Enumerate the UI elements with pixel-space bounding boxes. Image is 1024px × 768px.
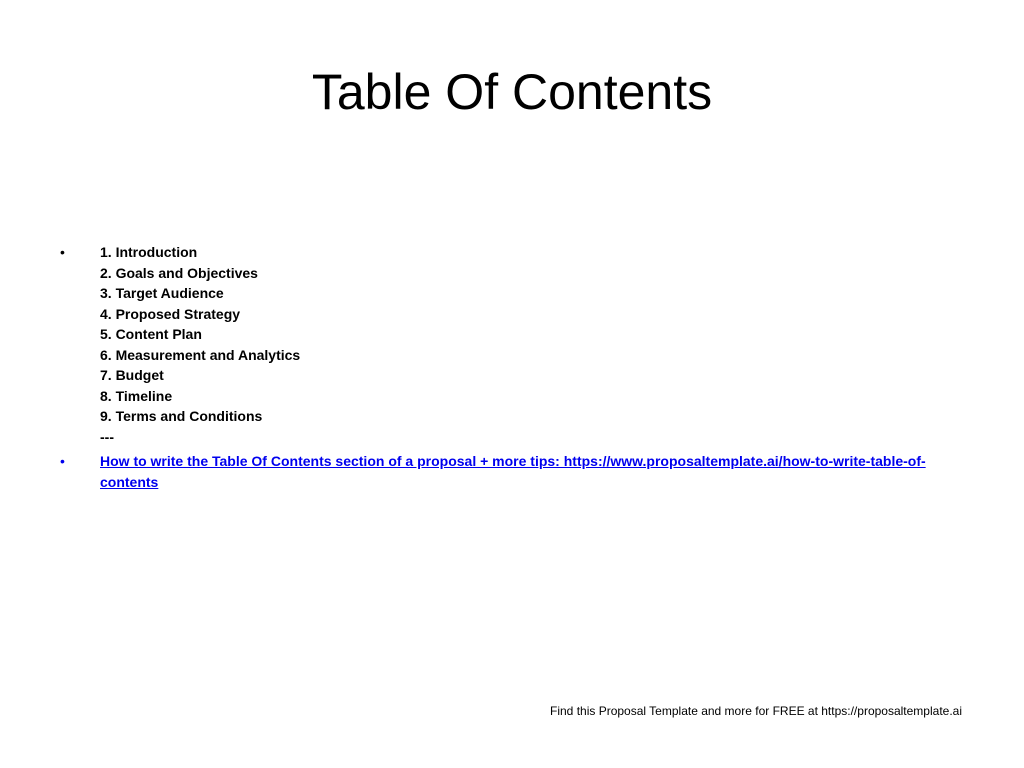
bullet-dot-icon: • — [60, 453, 65, 469]
toc-item-measurement: 6. Measurement and Analytics — [100, 346, 301, 363]
toc-item-budget: 7. Budget — [100, 367, 164, 383]
slide-title: Table Of Contents — [311, 64, 713, 120]
toc-item-strategy: 4. Proposed Strategy — [100, 305, 241, 322]
bullet-dot-icon: • — [60, 244, 65, 260]
toc-item-terms: 9. Terms and Conditions — [100, 408, 263, 424]
toc-item-audience: 3. Target Audience — [100, 285, 224, 301]
bullet-list — [60, 242, 960, 496]
toc-item-introduction: 1. Introduction — [100, 244, 198, 260]
toc-item-goals: 2. Goals and Objectives — [100, 264, 258, 281]
footer-text: Find this Proposal Template and more for FREE at https://proposaltemplate.ai — [550, 704, 962, 718]
toc-item-timeline: 8. Timeline — [100, 387, 173, 404]
proposal-tips-link[interactable]: How to write the Table Of Contents section of a proposal + more tips: https://www.proposaltemplate.ai/how-to-write-table-of-contents — [100, 453, 926, 490]
link-bullet — [60, 451, 960, 492]
toc-item-content-plan: 5. Content Plan — [100, 326, 202, 342]
toc-separator: --- — [100, 428, 114, 445]
toc-bullet — [60, 242, 960, 447]
